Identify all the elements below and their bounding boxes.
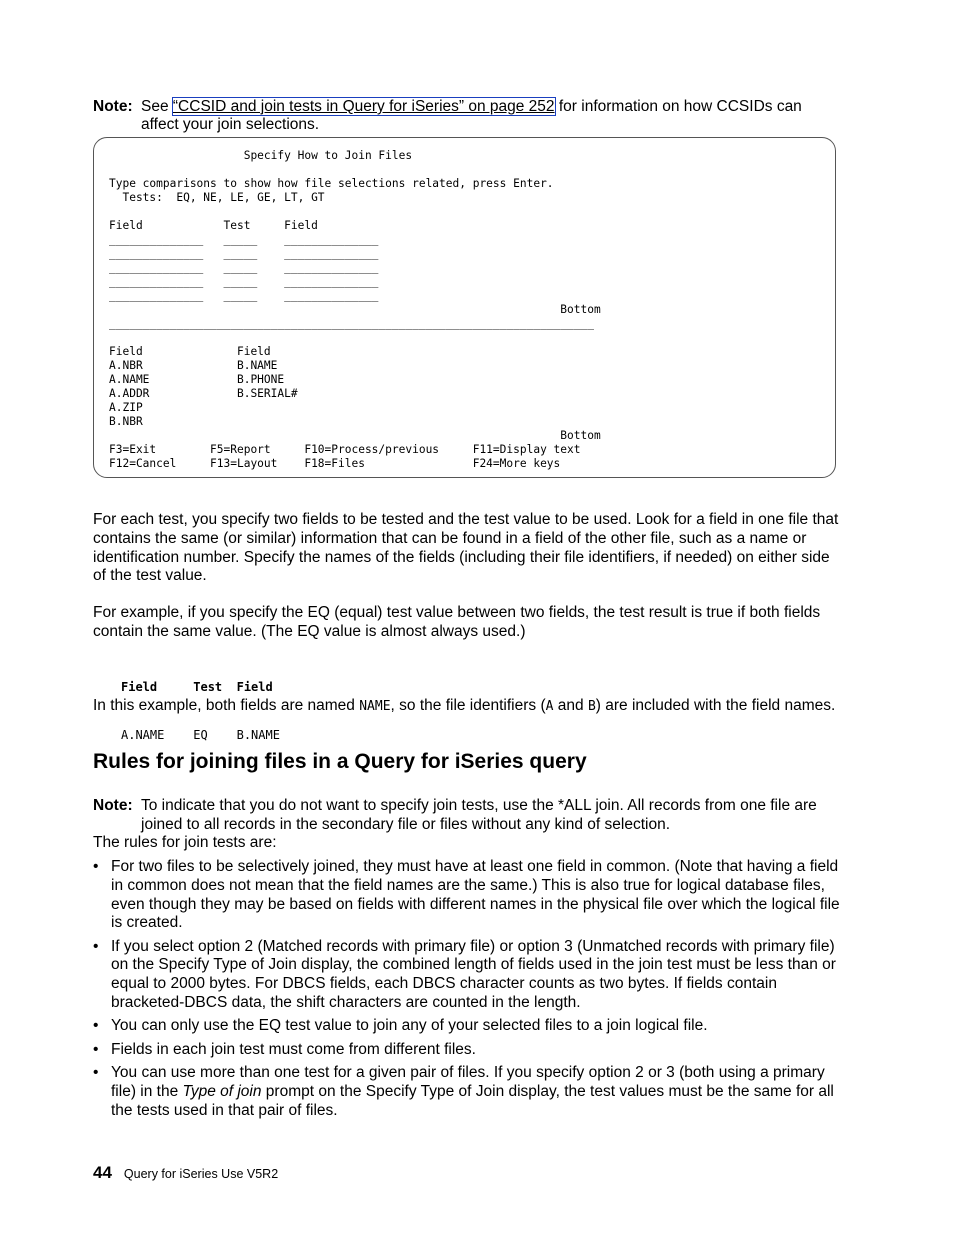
screen-line (109, 205, 601, 219)
paragraph-each-test: For each test, you specify two fields to be tested and the test value to be used. Look for a field in one file that contains the same (or similar) information that can be found in a field of the other file, such as a name or identification number. Specify the names of the fields (including their file identifiers, if needed) on either side of the test value. (93, 511, 839, 585)
screen-line: ______________ _____ ______________ (109, 233, 379, 246)
screen-line: ________________________________________________________________________ (109, 317, 594, 330)
screen-line: Field Field (109, 345, 271, 358)
screen-line: F12=Cancel F13=Layout F18=Files F24=More keys (109, 457, 561, 470)
screen-line: Bottom (109, 303, 601, 316)
paragraph-field-identifiers (93, 697, 843, 717)
screen-line: F3=Exit F5=Report F10=Process/previous F11=Display text (109, 443, 581, 456)
page-footer (93, 1163, 278, 1183)
footer-title: Query for iSeries Use V5R2 (123, 1167, 279, 1181)
text: In this example, both fields are named (93, 697, 360, 714)
rule-text: Fields in each join test must come from different files. (111, 1040, 476, 1058)
list-item (93, 938, 843, 1013)
list-item (93, 1017, 843, 1036)
bullet: • (93, 1017, 99, 1035)
bullet: • (93, 1040, 99, 1058)
screen-line: Field Test Field (109, 219, 318, 232)
join-files-display (93, 137, 836, 478)
screen-line: ______________ _____ ______________ (109, 289, 379, 302)
screen-line: A.ZIP (109, 401, 143, 414)
page-number: 44 (93, 1163, 112, 1182)
rule-text: If you select option 2 (Matched records with primary file) or option 3 (Unmatched records with primary file) on the Specify Type of Join display, the combined length of fields used in the join test must be less than or equal to 2000 bytes. For DBCS fields, each DBCS character counts as two bytes. If fields contain bracketed-DBCS data, the shift characters are counted in the length. (111, 937, 836, 1012)
example-row: A.NAME EQ B.NAME (121, 728, 280, 742)
note-label: Note: (93, 797, 133, 814)
note-body (93, 98, 843, 134)
rule-text: You can use more than one test for a given pair of files. If you specify option 2 or 3 (both using a primary file) in the (111, 1063, 825, 1100)
list-item (93, 1041, 843, 1060)
note-label: Note: (93, 98, 133, 115)
example-header: Field Test Field (121, 680, 273, 694)
code-name: NAME (359, 699, 391, 714)
text: and (553, 697, 588, 714)
rules-list (93, 858, 843, 1125)
note-text-after: for information on how CCSIDs can affect your join selections. (141, 98, 802, 133)
screen-line: ______________ _____ ______________ (109, 275, 379, 288)
screen-line: B.NBR (109, 415, 143, 428)
text: ) are included with the field names. (595, 697, 836, 714)
screen-line: A.NAME B.PHONE (109, 373, 285, 386)
list-item (93, 858, 843, 933)
bullet: • (93, 1063, 99, 1081)
bullet: • (93, 937, 99, 955)
display-screen-text (109, 149, 601, 471)
screen-line: ______________ _____ ______________ (109, 261, 379, 274)
screen-line: A.NBR B.NAME (109, 359, 278, 372)
list-item (93, 1064, 843, 1120)
screen-line: Tests: EQ, NE, LE, GE, LT, GT (109, 191, 325, 204)
rule-text: prompt on the Specify Type of Join display, the test values must be the same for all the tests used in that pair of files. (111, 1082, 834, 1119)
code-b: B (587, 699, 596, 714)
note-text-before: See (141, 98, 173, 115)
text: , so the file identifiers ( (390, 697, 546, 714)
section-heading: Rules for joining files in a Query for iSeries query (93, 750, 587, 773)
all-join-note (93, 797, 843, 835)
screen-line (109, 331, 601, 345)
paragraph-eq-example: For example, if you specify the EQ (equal) test value between two fields, the test result is true if both fields contain the same value. (The EQ value is almost always used.) (93, 604, 821, 640)
prompt-name: Type of join (182, 1082, 262, 1100)
screen-line: Bottom (109, 429, 601, 442)
screen-line: ______________ _____ ______________ (109, 247, 379, 260)
code-a: A (545, 699, 554, 714)
rule-text: You can only use the EQ test value to join any of your selected files to a join logical file. (111, 1017, 708, 1035)
bullet: • (93, 858, 99, 875)
ccsid-join-tests-link[interactable]: “CCSID and join tests in Query for iSeries” on page 252 (172, 98, 555, 115)
rules-intro: The rules for join tests are: (93, 834, 277, 851)
screen-line: Type comparisons to show how file selections related, press Enter. (109, 177, 554, 190)
note-body: To indicate that you do not want to specify join tests, use the *ALL join. All records from one file are joined to all records in the secondary file or files without any kind of selection. (141, 797, 817, 833)
rule-text: For two files to be selectively joined, they must have at least one field in common. (Note that having a field in common does not mean that the field names are the same.) This is also true for logical database files, even though they may be based on fields with different names in the physical file over which the logical file is created. (111, 858, 840, 932)
screen-line (109, 163, 601, 177)
screen-line: A.ADDR B.SERIAL# (109, 387, 298, 400)
ccsid-note (93, 98, 843, 134)
screen-line: Specify How to Join Files (109, 149, 413, 162)
